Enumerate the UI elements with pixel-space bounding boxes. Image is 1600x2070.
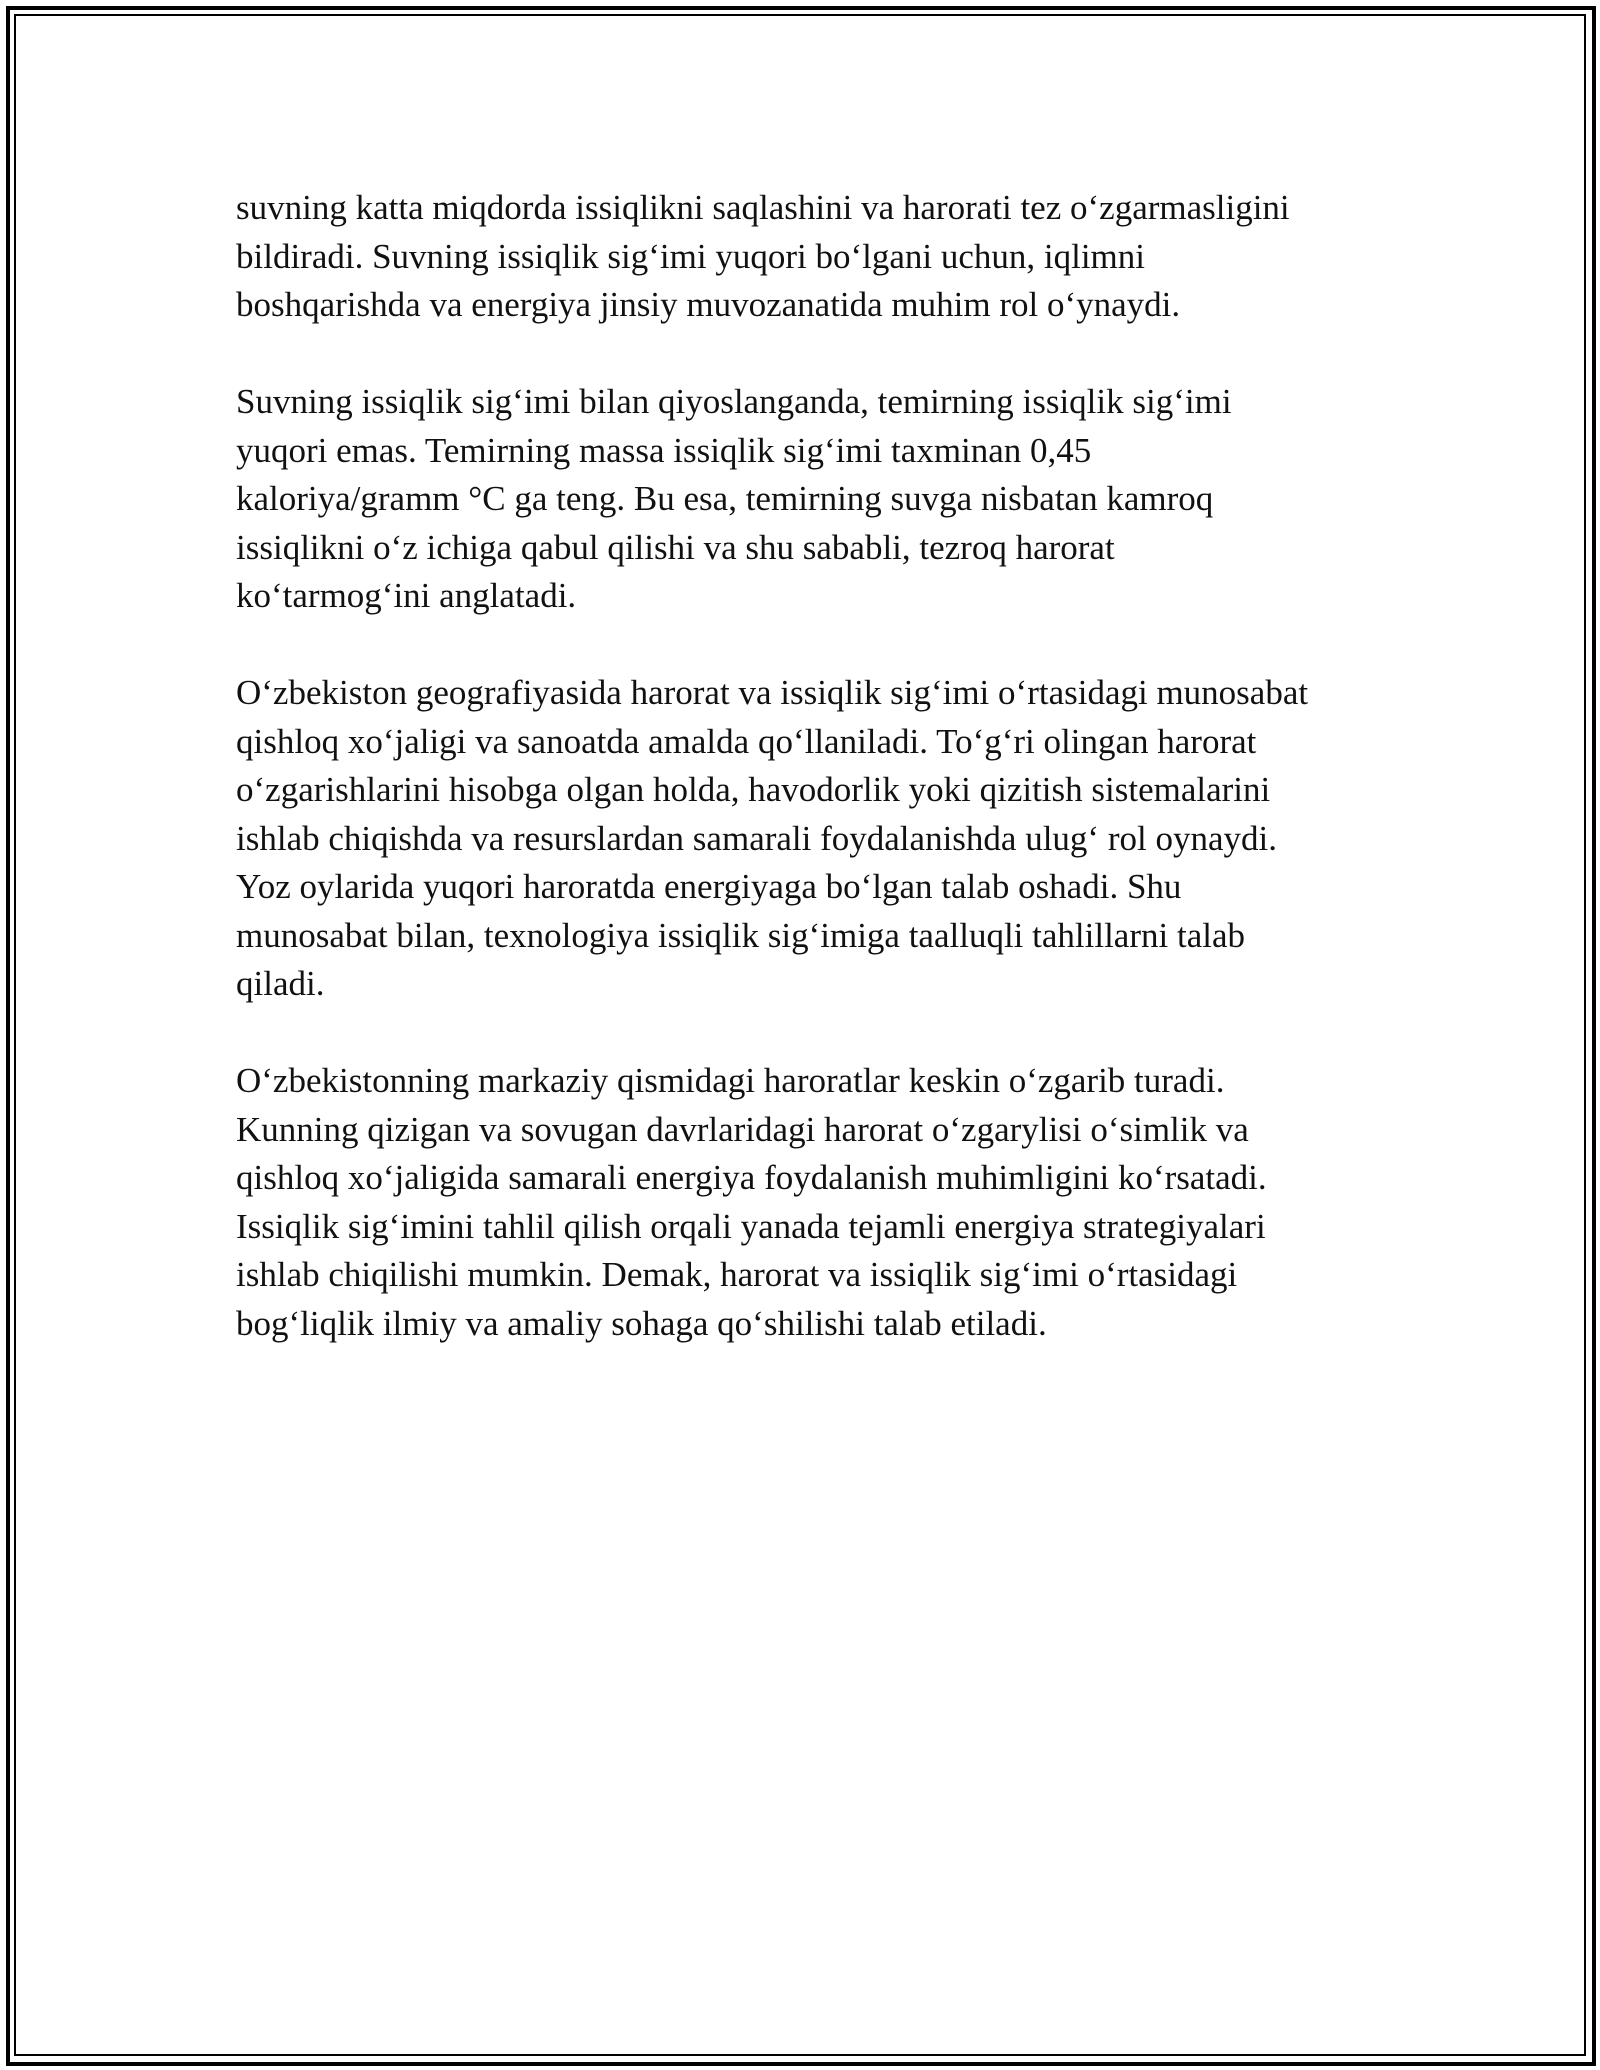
document-body (236, 184, 1386, 1397)
paragraph-2 (236, 378, 1386, 621)
text-line: boshqarishda va energiya jinsiy muvozanatida muhim rol o‘ynaydi. (236, 285, 1181, 324)
text-line: O‘zbekistonning markaziy qismidagi haroratlar keskin o‘zgarib turadi. (236, 1061, 1225, 1100)
paragraph-1 (236, 184, 1386, 330)
text-line: Yoz oylarida yuqori haroratda energiyaga bo‘lgan talab oshadi. Shu (236, 867, 1182, 906)
text-line: bildiradi. Suvning issiqlik sig‘imi yuqori bo‘lgani uchun, iqlimni (236, 236, 1146, 276)
text-line: ko‘tarmog‘ini anglatadi. (236, 576, 577, 615)
text-line: yuqori emas. Temirning massa issiqlik sig‘imi taxminan 0,45 (236, 430, 1092, 470)
text-line: Kunning qizigan va sovugan davrlaridagi harorat o‘zgarylisi o‘simlik va (236, 1109, 1249, 1149)
text-line: munosabat bilan, texnologiya issiqlik sig‘imiga taalluqli tahlillarni talab (236, 915, 1245, 955)
text-line: kaloriya/gramm °C ga teng. Bu esa, temirning suvga nisbatan kamroq (236, 479, 1214, 518)
paragraph-4 (236, 1057, 1386, 1348)
text-line: qishloq xo‘jaligida samarali energiya foydalanish muhimligini ko‘rsatadi. (236, 1158, 1267, 1197)
text-line: qishloq xo‘jaligi va sanoatda amalda qo‘llaniladi. To‘g‘ri olingan harorat (236, 721, 1257, 761)
text-line: ishlab chiqishda va resurslardan samarali foydalanishda ulug‘ rol oynaydi. (236, 818, 1277, 858)
text-line: O‘zbekiston geografiyasida harorat va issiqlik sig‘imi o‘rtasidagi munosabat (236, 673, 1309, 712)
text-line: ishlab chiqilishi mumkin. Demak, harorat va issiqlik sig‘imi o‘rtasidagi (236, 1255, 1238, 1294)
text-line: Suvning issiqlik sig‘imi bilan qiyoslanganda, temirning issiqlik sig‘imi (236, 382, 1232, 421)
text-line: suvning katta miqdorda issiqlikni saqlashini va harorati tez o‘zgarmasligini (236, 188, 1290, 227)
text-line: Issiqlik sig‘imini tahlil qilish orqali yanada tejamli energiya strategiyalari (236, 1206, 1266, 1246)
paragraph-3 (236, 669, 1386, 1009)
text-line: issiqlikni o‘z ichiga qabul qilishi va shu sababli, tezroq harorat (236, 527, 1115, 567)
text-line: qiladi. (236, 964, 325, 1003)
text-line: o‘zgarishlarini hisobga olgan holda, havodorlik yoki qizitish sistemalarini (236, 770, 1271, 809)
text-line: bog‘liqlik ilmiy va amaliy sohaga qo‘shilishi talab etiladi. (236, 1303, 1047, 1343)
